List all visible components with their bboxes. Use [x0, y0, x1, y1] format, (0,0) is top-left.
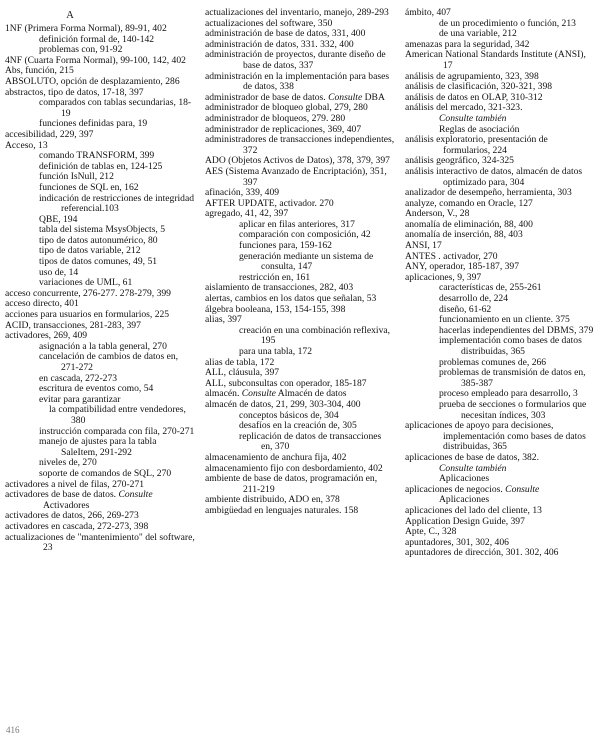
entry-text: tipo de datos autonumérico, 80: [39, 234, 158, 246]
entry-text: prueba de secciones o formularios que necesitan índices, 303: [439, 398, 587, 421]
index-subentry: [5, 405, 195, 426]
index-column-1: [5, 8, 195, 554]
index-subentry: [405, 336, 595, 357]
entry-text: almacén.: [205, 388, 242, 400]
entry-text: ambiente distribuido, ADO en, 378: [205, 494, 340, 506]
entry-text: cancelación de cambios de datos en, 271-272: [39, 351, 179, 373]
entry-text: American National Standards Institute (ANSI), 17: [405, 49, 586, 71]
entry-text: activadores de base de datos.: [5, 489, 119, 501]
entry-text: álgebra booleana, 153, 154-155, 398: [205, 303, 346, 315]
entry-text: amenazas para la seguridad, 342: [405, 38, 530, 50]
entry-text: agregado, 41, 42, 397: [205, 208, 289, 220]
index-subentry: [5, 352, 195, 373]
index-entry: [205, 50, 395, 71]
entry-text: analizador de desempeño, herramienta, 303: [405, 187, 572, 199]
entry-text: alertas, cambios en los datos que señalan, 53: [205, 293, 377, 305]
entry-text: instrucción comparada con fila, 270-271: [39, 425, 195, 437]
cross-reference-target: DBA: [362, 91, 385, 103]
entry-text: escritura de eventos como, 54: [39, 383, 154, 395]
entry-text: aplicar en filas anteriores, 317: [239, 218, 355, 230]
entry-text: ACID, transacciones, 281-283, 397: [5, 319, 141, 331]
entry-text: problemas comunes de, 266: [439, 356, 547, 368]
entry-text: administración de proyectos, durante diseño de base de datos, 337: [205, 49, 386, 71]
entry-text: Apte, C., 328: [405, 526, 457, 538]
entry-text: ALL, subconsultas con operador, 185-187: [205, 377, 367, 389]
cross-reference-target: Activadores: [43, 499, 90, 511]
index-entry: [205, 474, 395, 495]
index-entry: [405, 50, 595, 71]
section-letter: A: [66, 10, 74, 21]
cross-reference: Consulte: [328, 91, 363, 103]
entry-text: 1NF (Primera Forma Normal), 89-91, 402: [5, 23, 167, 34]
index-subentry: [405, 400, 595, 421]
entry-text: desarrollo de, 224: [439, 293, 509, 305]
index-subentry: [5, 194, 195, 215]
entry-text: administrador de base de datos.: [205, 91, 329, 103]
entry-text: para una tabla, 172: [239, 346, 312, 357]
index-entry: [205, 167, 395, 188]
entry-text: Reglas de asociación: [439, 123, 520, 135]
entry-text: la compatibilidad entre vendedores, 380: [49, 404, 186, 426]
index-subentry: [405, 294, 595, 305]
index-subentry: [205, 432, 395, 453]
entry-text: actualizaciones del inventario, manejo, 289-293: [205, 7, 389, 18]
entry-text: proceso empleado para desarrollo, 3: [439, 388, 578, 400]
entry-text: funcionamiento en un cliente. 375: [439, 314, 570, 326]
entry-text: conceptos básicos de, 304: [239, 409, 339, 421]
index-entries: [5, 24, 195, 554]
index-subentry: [5, 437, 195, 458]
entry-text: funciones definidas para, 19: [39, 118, 148, 130]
index-subentry: [205, 326, 395, 347]
entry-text: afinación, 339, 409: [205, 187, 280, 199]
entry-text: administradores de transacciones independientes, 372: [205, 134, 395, 156]
index-subentry: [5, 257, 195, 268]
entry-text: Application Design Guide, 397: [405, 515, 525, 527]
cross-reference: Consulte: [241, 388, 276, 400]
entry-text: apuntadores de dirección, 301. 302, 406: [405, 547, 559, 559]
index-column-2: [205, 8, 395, 517]
entry-text: aislamiento de transacciones, 282, 403: [205, 282, 354, 294]
entry-text: accesibilidad, 229, 397: [5, 128, 94, 140]
entry-text: características de, 255-261: [439, 282, 542, 294]
entry-text: definición formal de, 140-142: [39, 33, 155, 45]
index-subentry: [405, 464, 595, 475]
entry-text: tabla del sistema MsysObjects, 5: [39, 224, 166, 236]
cross-reference: Consulte: [118, 489, 153, 501]
entry-text: restricción en, 161: [239, 271, 311, 283]
entry-text: definición de tablas en, 124-125: [39, 160, 163, 172]
entry-text: ALL, cláusula, 397: [205, 367, 280, 379]
entry-text: administrador de bloqueo global, 279, 280: [205, 102, 368, 114]
entry-text: niveles de, 270: [39, 457, 97, 469]
entry-text: activadores, 269, 409: [5, 330, 88, 342]
entry-text: aplicaciones de negocios.: [405, 483, 506, 495]
entry-text: generación mediante un sistema de consulta, 147: [239, 250, 374, 273]
entry-text: almacén de datos, 21, 299, 303-304, 400: [205, 398, 361, 410]
entry-text: anomalía de inserción, 88, 403: [405, 229, 523, 241]
entry-text: aplicaciones del lado del cliente, 13: [405, 504, 542, 516]
entry-text: analyze, comando en Oracle, 127: [405, 197, 533, 209]
entry-text: almacenamiento fijo con desbordamiento, 402: [205, 462, 383, 474]
entry-text: alias, 397: [205, 314, 242, 326]
entry-text: hacerlas independientes del DBMS, 379: [439, 324, 594, 336]
entry-text: aplicaciones de base de datos, 382.: [405, 451, 539, 463]
entry-text: evitar para garantizar: [39, 393, 121, 405]
index-entries: [205, 8, 395, 517]
entry-text: ambiente de base de datos, programación en, 211-219: [205, 473, 378, 495]
entry-text: acciones para usuarios en formularios, 225: [5, 309, 170, 321]
entry-text: problemas con, 91-92: [39, 44, 123, 56]
entry-text: replicación de datos de transacciones en, 370: [239, 430, 382, 453]
entry-text: activadores en cascada, 272-273, 398: [5, 520, 149, 532]
entry-text: ABSOLUTO, opción de desplazamiento, 286: [5, 75, 180, 87]
entry-text: diseño, 61-62: [439, 303, 492, 315]
cross-reference-target: Almacén de datos: [275, 388, 347, 400]
entry-text: administración de base de datos, 331, 400: [205, 28, 366, 40]
index-subentry: [205, 252, 395, 273]
entry-text: análisis geográfico, 324-325: [405, 155, 514, 167]
index-entry: [205, 72, 395, 93]
entry-text: en cascada, 272-273: [39, 372, 118, 384]
index-column-3: [405, 8, 595, 559]
entry-text: análisis de clasificación, 320-321, 398: [405, 81, 553, 93]
entry-text: de un procedimiento o función, 213: [439, 17, 576, 29]
entry-text: ADO (Objetos Activos de Datos), 378, 379, 397: [205, 155, 390, 167]
cross-reference: Consulte también: [439, 112, 507, 124]
entry-text: comparación con composición, 42: [239, 229, 371, 241]
entry-text: función IsNull, 212: [39, 171, 114, 183]
index-subentry: [405, 368, 595, 389]
entry-text: abstractos, tipo de datos, 17-18, 397: [5, 86, 144, 98]
index-entry: [405, 485, 595, 496]
entry-text: análisis del mercado, 321-323.: [405, 102, 523, 114]
index-entries: [405, 8, 595, 559]
entry-text: análisis de agrupamiento, 323, 398: [405, 70, 539, 82]
entry-text: actualizaciones del software, 350: [205, 17, 333, 29]
index-entry: [205, 135, 395, 156]
entry-text: alias de tabla, 172: [205, 356, 275, 368]
index-entry: [5, 533, 195, 554]
entry-text: desafíos en la creación de, 305: [239, 420, 357, 432]
entry-text: AES (Sistema Avanzado de Encriptación), 351, 397: [205, 165, 387, 188]
entry-text: tipos de datos comunes, 49, 51: [39, 256, 158, 268]
page-number: 416: [6, 725, 20, 735]
entry-text: análisis exploratorio, presentación de formularios, 224: [405, 134, 548, 156]
entry-text: Acceso, 13: [5, 139, 48, 151]
entry-text: administrador de replicaciones, 369, 407: [205, 123, 362, 135]
index-entry: [405, 167, 595, 188]
entry-text: ANTES . activador, 270: [405, 250, 498, 262]
index-entry: [405, 135, 595, 156]
entry-text: almacenamiento de anchura fija, 402: [205, 451, 347, 463]
entry-text: problemas de transmisión de datos en, 385-387: [439, 367, 586, 389]
entry-text: funciones para, 159-162: [239, 240, 332, 252]
entry-text: ANSI, 17: [405, 240, 442, 252]
entry-text: acceso concurrente, 276-277. 278-279, 399: [5, 287, 171, 299]
index-entry: [405, 548, 595, 559]
entry-text: activadores a nivel de filas, 270-271: [5, 478, 145, 490]
entry-text: uso de, 14: [39, 266, 79, 278]
entry-text: ANY, operador, 185-187, 397: [405, 261, 520, 273]
entry-text: aplicaciones, 9, 397: [405, 271, 482, 283]
entry-text: análisis interactivo de datos, almacén de datos optimizado para, 304: [405, 165, 583, 188]
cross-reference: Consulte: [505, 483, 540, 495]
entry-text: administrador de bloqueos, 279. 280: [205, 112, 346, 124]
entry-text: funciones de SQL en, 162: [39, 181, 139, 193]
entry-text: Aplicaciones: [439, 494, 490, 506]
entry-text: manejo de ajustes para la tabla SaleItem, 291-292: [39, 436, 157, 458]
entry-text: ámbito, 407: [405, 7, 451, 18]
entry-text: tipo de datos variable, 212: [39, 245, 141, 257]
entry-text: anomalía de eliminación, 88, 400: [405, 218, 533, 230]
entry-text: implementación como bases de datos distribuidas, 365: [439, 335, 582, 357]
entry-text: indicación de restricciones de integridad referencial.103: [39, 192, 195, 215]
entry-text: variaciones de UML, 61: [39, 277, 133, 289]
entry-text: 4NF (Cuarta Forma Normal), 99-100, 142, 402: [5, 54, 186, 66]
entry-text: Aplicaciones: [439, 473, 490, 485]
entry-text: actualizaciones de "mantenimiento" del software, 23: [5, 531, 195, 554]
entry-text: Abs, función, 215: [5, 65, 74, 77]
entry-text: QBE, 194: [39, 213, 78, 225]
index-entry: [405, 421, 595, 453]
entry-text: soporte de comandos de SQL, 270: [39, 467, 172, 479]
index-subentry: [5, 98, 195, 119]
entry-text: administración de datos, 331. 332, 400: [205, 38, 354, 50]
entry-text: asignación a la tabla general, 270: [39, 340, 167, 352]
entry-text: Anderson, V., 28: [405, 208, 470, 220]
entry-text: ambigüedad en lenguajes naturales. 158: [205, 504, 359, 516]
entry-text: acceso directo, 401: [5, 298, 79, 310]
index-entry: [205, 506, 395, 517]
entry-text: apuntadores, 301, 302, 406: [405, 536, 509, 548]
entry-text: comando TRANSFORM, 399: [39, 150, 155, 162]
entry-text: AFTER UPDATE, activador. 270: [205, 197, 334, 209]
entry-text: administración en la implementación para bases de datos, 338: [205, 70, 390, 93]
entry-text: aplicaciones de apoyo para decisiones, implementación como bases de datos distribuidas, 365: [405, 420, 586, 453]
entry-text: comparados con tablas secundarias, 18-19: [39, 97, 192, 119]
entry-text: análisis de datos en OLAP, 310-312: [405, 91, 543, 103]
entry-text: creación en una combinación reflexiva, 195: [239, 324, 391, 347]
entry-text: de una variable, 212: [439, 28, 517, 40]
cross-reference: Consulte también: [439, 462, 507, 474]
entry-text: activadores de datos, 266, 269-273: [5, 510, 139, 522]
index-entry: [5, 490, 195, 511]
